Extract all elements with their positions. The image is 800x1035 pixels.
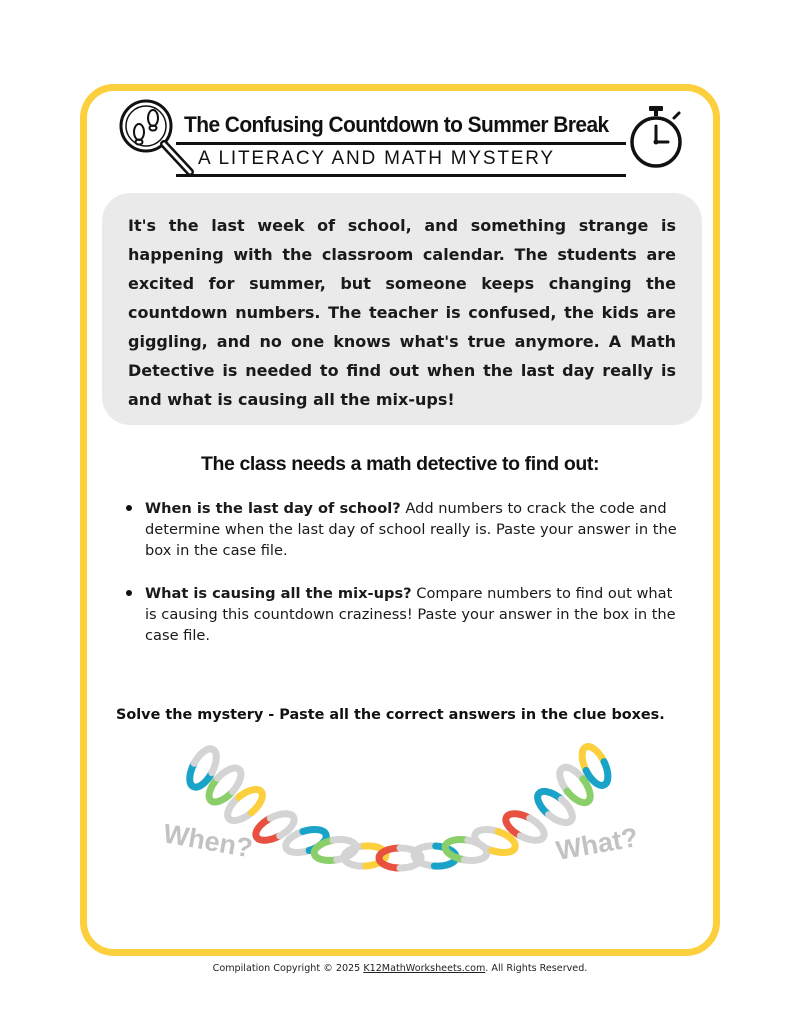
copyright-footer (0, 963, 800, 974)
bullet-question: When is the last day of school? (145, 500, 401, 517)
chain-link-right-half (239, 784, 268, 813)
chain-label-when: When? (160, 818, 255, 864)
question-list (126, 498, 686, 668)
title-rule-top (176, 142, 626, 145)
chain-link-right-half (549, 799, 578, 828)
paper-chain-illustration (150, 740, 650, 900)
list-item (126, 498, 686, 561)
title-rule-bottom (176, 174, 626, 177)
chain-link-left-half (222, 797, 251, 826)
header (114, 96, 684, 180)
chain-link-left-half (577, 743, 604, 771)
bullet-dot-icon (126, 505, 132, 511)
chain-link-left-half (313, 840, 337, 863)
bullet-instructions: Compare numbers to find out what is causing this countdown craziness! Paste your answer in the box in the case file. (145, 585, 676, 644)
stopwatch-icon (624, 104, 688, 170)
page-subtitle: A LITERACY AND MATH MYSTERY (198, 148, 555, 169)
page-title: The Confusing Countdown to Summer Break (184, 112, 609, 137)
intro-box (102, 193, 702, 425)
bullet-text (145, 583, 686, 646)
footer-link[interactable]: K12MathWorksheets.com (363, 963, 486, 974)
bullet-text (145, 498, 686, 561)
chain-link-right-half (218, 763, 247, 792)
bullet-dot-icon (126, 590, 132, 596)
intro-text: It's the last week of school, and something strange is happening with the classroom calendar. The students are excited for summer, but someone keeps changing the countdown numbers. The teacher is confused, the kids are giggling, and no one knows what's true anymore. A Math Detective is needed to find out when the last day really is and what is causing all the mix-ups! (128, 216, 676, 409)
chain-link-right-half (194, 745, 222, 773)
chain-link-left-half (413, 845, 435, 866)
chain-link-left-half (532, 786, 561, 815)
chain-link-left-half (444, 837, 468, 860)
section-heading: The class needs a math detective to find out: (200, 453, 600, 475)
footer-prefix: Compilation Copyright © 2025 (212, 963, 364, 974)
bullet-instructions: Add numbers to crack the code and determine when the last day of school really is. Paste your answer in the box in the case file. (145, 500, 677, 559)
chain-link-left-half (554, 762, 583, 791)
bullet-question: What is causing all the mix-ups? (145, 585, 412, 602)
magnifier-footprints-icon (114, 96, 200, 180)
chain-link-left-half (343, 846, 365, 867)
chain-label-what: What? (553, 822, 641, 866)
chain-link-left-half (472, 825, 498, 851)
chain-link-left-half (379, 848, 400, 868)
footer-suffix: . All Rights Reserved. (485, 963, 588, 974)
chain-link-left-half (252, 818, 280, 846)
chain-link-right-half (520, 818, 548, 846)
list-item (126, 583, 686, 646)
solve-instruction: Solve the mystery - Paste all the correct answers in the clue boxes. (116, 707, 665, 723)
